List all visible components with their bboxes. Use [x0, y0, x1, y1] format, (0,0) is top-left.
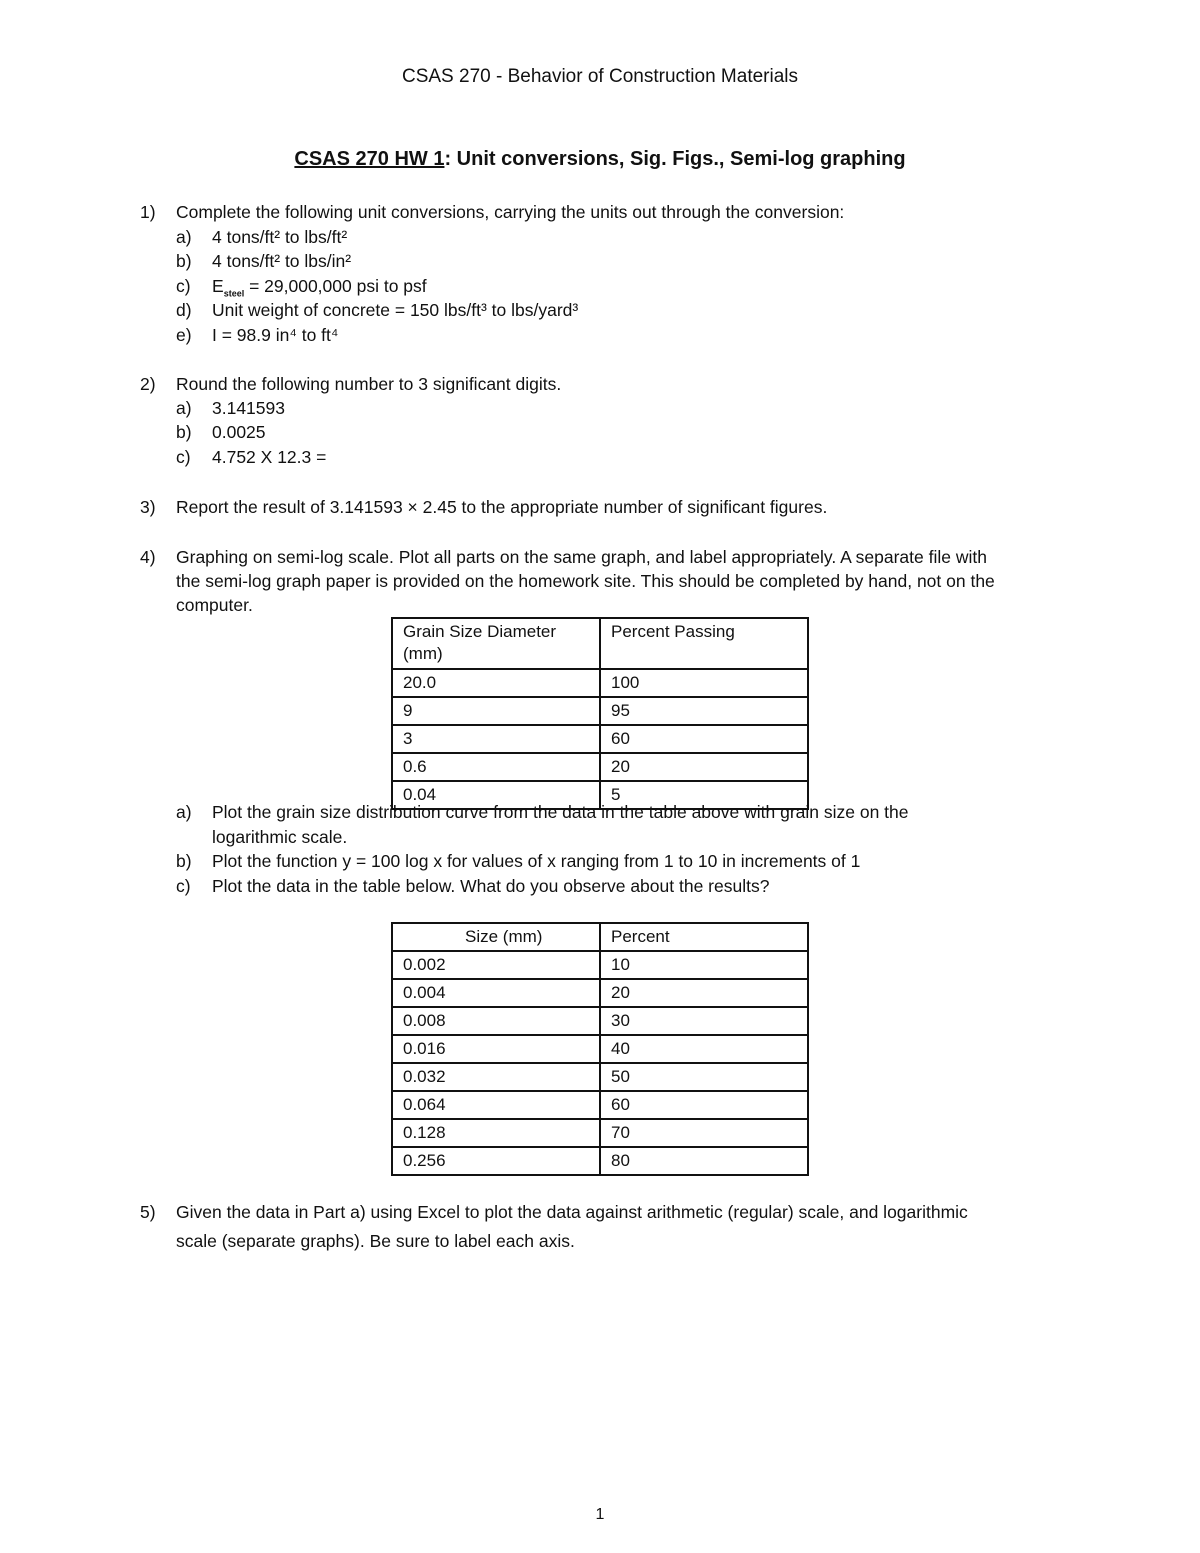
cell: 30	[600, 1007, 808, 1035]
q3-text: Report the result of 3.141593 × 2.45 to the appropriate number of significant figures.	[176, 497, 828, 517]
cell: 0.064	[392, 1091, 600, 1119]
cell: 0.004	[392, 979, 600, 1007]
cell: 60	[600, 1091, 808, 1119]
cell: 0.04	[392, 781, 600, 809]
q1d-text: Unit weight of concrete = 150 lbs/ft³ to lbs/yard³	[212, 300, 579, 320]
cell: 0.008	[392, 1007, 600, 1035]
q4-text-line: the semi-log graph paper is provided on the homework site. This should be completed by hand, not on the	[176, 571, 995, 591]
q2-text: Round the following number to 3 significant digits.	[176, 374, 562, 394]
q1c-rest: = 29,000,000 psi to psf	[244, 276, 427, 296]
q2c-text: 4.752 X 12.3 =	[212, 447, 327, 467]
table-row	[392, 1063, 808, 1091]
q4a-text: Plot the grain size distribution curve from the data in the table above with grain size on the	[212, 802, 909, 822]
q2b-label: b)	[176, 422, 192, 442]
table-row	[392, 1091, 808, 1119]
q4a-text-cont: logarithmic scale.	[212, 827, 348, 847]
table-row	[392, 979, 808, 1007]
q5-number: 5)	[140, 1202, 156, 1222]
table-header-row	[392, 618, 808, 669]
table-row	[392, 697, 808, 725]
table-row	[392, 753, 808, 781]
q3-number: 3)	[140, 497, 156, 517]
q1b-label: b)	[176, 251, 192, 271]
q1a-text: 4 tons/ft² to lbs/ft²	[212, 227, 348, 247]
q2a-label: a)	[176, 398, 192, 418]
q4a-label: a)	[176, 802, 192, 822]
page-header: CSAS 270 - Behavior of Construction Materials	[401, 66, 798, 87]
cell: 100	[600, 669, 808, 697]
title-main: CSAS 270 HW 1	[294, 148, 445, 170]
table-header-row	[392, 923, 808, 951]
cell: 10	[600, 951, 808, 979]
q1c-subscript: steel	[223, 288, 245, 299]
cell: 60	[600, 725, 808, 753]
header-cell: Grain Size Diameter (mm)	[392, 618, 600, 669]
q5-text-line: scale (separate graphs). Be sure to label each axis.	[176, 1231, 575, 1251]
cell: 0.032	[392, 1063, 600, 1091]
cell: 0.6	[392, 753, 600, 781]
q2-number: 2)	[140, 374, 156, 394]
table-row	[392, 669, 808, 697]
q1a-label: a)	[176, 227, 192, 247]
cell: 9	[392, 697, 600, 725]
q1c-symbol: E	[212, 276, 224, 296]
header-cell: Size (mm)	[392, 923, 600, 951]
cell: 0.016	[392, 1035, 600, 1063]
cell: 5	[600, 781, 808, 809]
q1e-text: I = 98.9 in⁴ to ft⁴	[212, 325, 339, 345]
cell: 50	[600, 1063, 808, 1091]
q4b-label: b)	[176, 851, 192, 871]
q1c-label: c)	[176, 276, 191, 296]
q4b-text: Plot the function y = 100 log x for values of x ranging from 1 to 10 in increments of 1	[212, 851, 861, 871]
q1b-text: 4 tons/ft² to lbs/in²	[212, 251, 352, 271]
q1-text: Complete the following unit conversions, carrying the units out through the conversion:	[176, 202, 845, 222]
cell: 20	[600, 753, 808, 781]
q2b-text: 0.0025	[212, 422, 266, 442]
header-cell: Percent Passing	[600, 618, 808, 669]
cell: 80	[600, 1147, 808, 1175]
table-row	[392, 1147, 808, 1175]
q4-text-line: computer.	[176, 595, 253, 615]
table-row	[392, 951, 808, 979]
q4-text-line: Graphing on semi-log scale. Plot all parts on the same graph, and label appropriately. A separate file with	[176, 547, 987, 567]
q1d-label: d)	[176, 300, 192, 320]
q1-number: 1)	[140, 202, 156, 222]
table-row	[392, 725, 808, 753]
cell: 70	[600, 1119, 808, 1147]
table-row	[392, 1119, 808, 1147]
cell: 3	[392, 725, 600, 753]
page-number: 1	[595, 1506, 605, 1523]
q4-number: 4)	[140, 547, 156, 567]
grain-size-table	[391, 617, 809, 810]
q1c-text	[212, 275, 427, 297]
title-rest: : Unit conversions, Sig. Figs., Semi-log graphing	[444, 148, 906, 170]
q5-text-line: Given the data in Part a) using Excel to plot the data against arithmetic (regular) scale, and logarithmic	[176, 1202, 968, 1222]
cell: 0.256	[392, 1147, 600, 1175]
q2a-text: 3.141593	[212, 398, 285, 418]
q1e-label: e)	[176, 325, 192, 345]
q2c-label: c)	[176, 447, 191, 467]
table-row	[392, 1035, 808, 1063]
header-cell: Percent	[600, 923, 808, 951]
cell: 40	[600, 1035, 808, 1063]
cell: 20	[600, 979, 808, 1007]
page-title	[0, 148, 1200, 170]
q4c-text: Plot the data in the table below. What do you observe about the results?	[212, 876, 770, 896]
table-row	[392, 1007, 808, 1035]
cell: 20.0	[392, 669, 600, 697]
cell: 95	[600, 697, 808, 725]
cell: 0.128	[392, 1119, 600, 1147]
cell: 0.002	[392, 951, 600, 979]
q4c-label: c)	[176, 876, 191, 896]
size-percent-table	[391, 922, 809, 1176]
